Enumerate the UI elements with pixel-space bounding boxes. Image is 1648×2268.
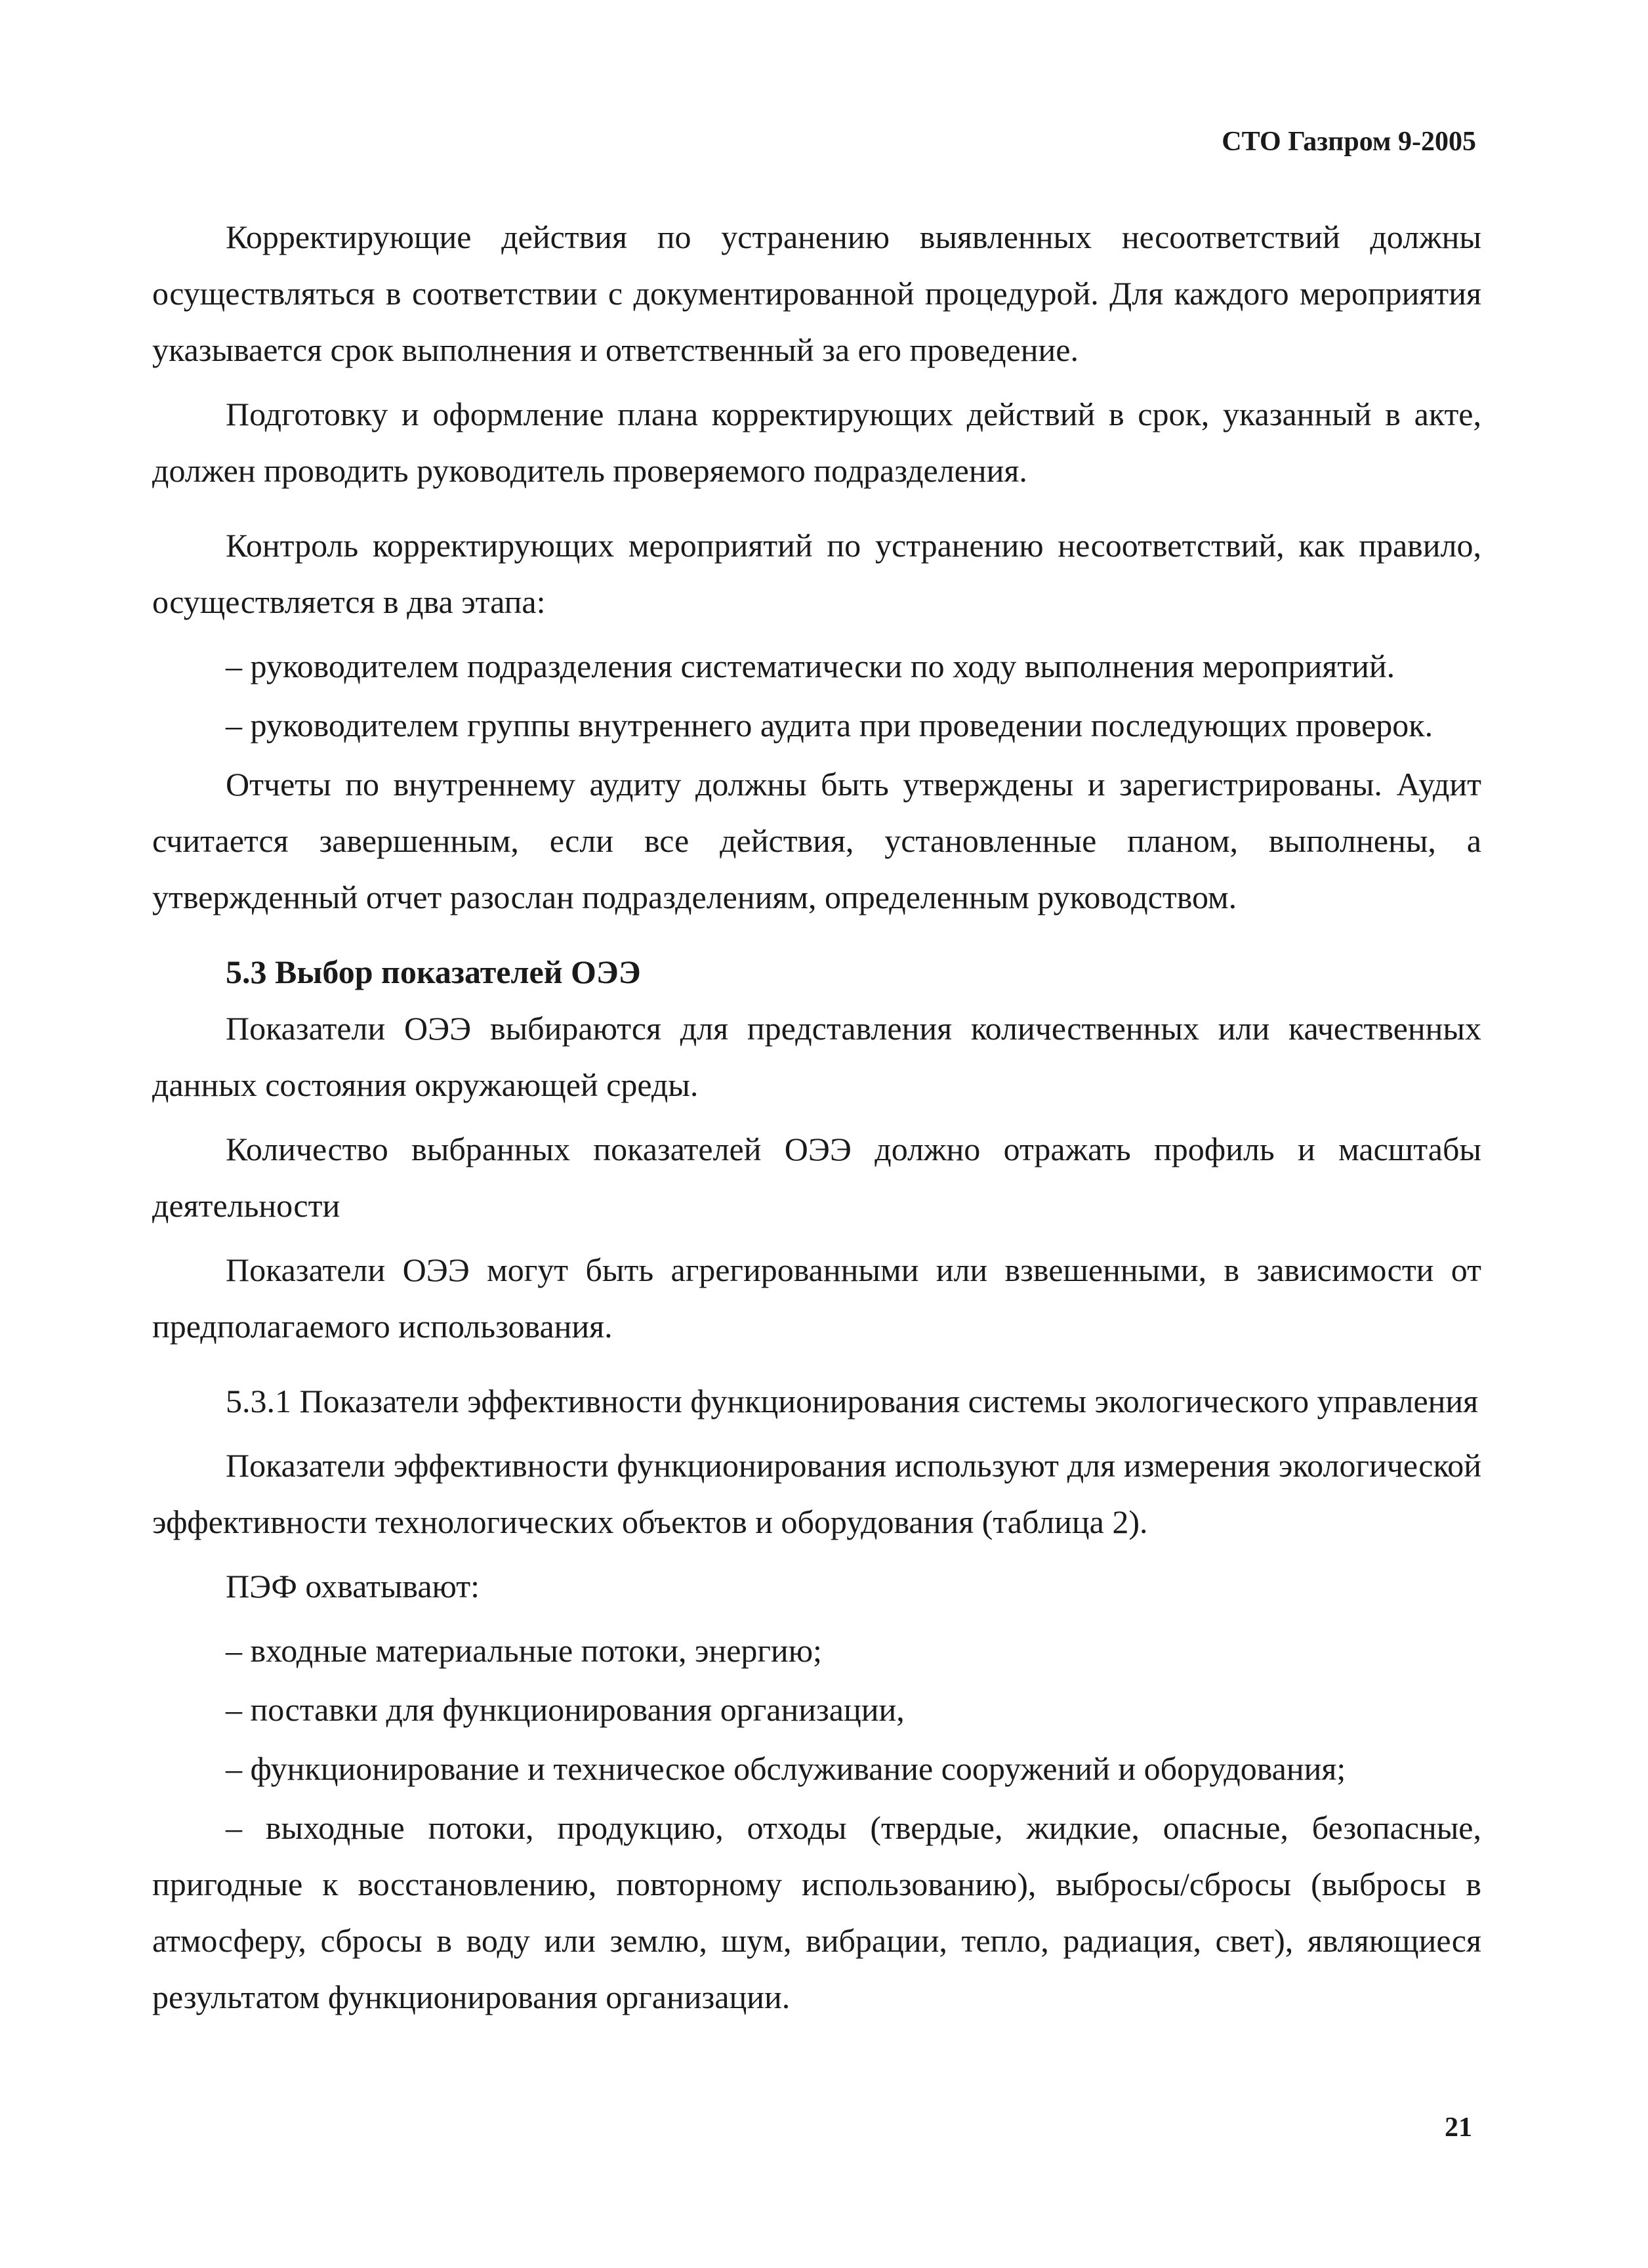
paragraph: Контроль корректирующих мероприятий по устранению несоответствий, как правило, осуществляется в два этапа: [152, 527, 1481, 620]
list-item: – поставки для функционирования организации, [226, 1691, 905, 1728]
list-item: – руководителем группы внутреннего аудита при проведении последующих проверок. [226, 707, 1433, 744]
paragraph: Количество выбранных показателей ОЭЭ должно отражать профиль и масштабы деятельности [152, 1131, 1481, 1224]
section-heading: 5.3 Выбор показателей ОЭЭ [226, 954, 641, 990]
page-number: 21 [1445, 2112, 1472, 2143]
subsection-heading: 5.3.1 Показатели эффективности функционирования системы экологического управления [226, 1383, 1479, 1419]
paragraph: Показатели ОЭЭ могут быть агрегированными или взвешенными, в зависимости от предполагаемого использования. [152, 1251, 1481, 1345]
paragraph: Показатели эффективности функционирования используют для измерения экологической эффективности технологических объектов и оборудования (таблица 2). [152, 1447, 1481, 1540]
paragraph: Отчеты по внутреннему аудиту должны быть утверждены и зарегистрированы. Аудит считается завершенным, если все действия, установленные планом, выполнены, а утвержденный отчет разослан подразделениям, определенным руководством. [152, 766, 1481, 915]
paragraph: Показатели ОЭЭ выбираются для представления количественных или качественных данных состояния окружающей среды. [152, 1010, 1481, 1103]
list-item: – входные материальные потоки, энергию; [226, 1632, 822, 1669]
list-item: – функционирование и техническое обслуживание сооружений и оборудования; [226, 1750, 1346, 1787]
list-item: – руководителем подразделения систематически по ходу выполнения мероприятий. [226, 648, 1395, 684]
document-body [152, 209, 1481, 2033]
paragraph: Корректирующие действия по устранению выявленных несоответствий должны осуществляться в соответствии с документированной процедурой. Для каждого мероприятия указывается срок выполнения и ответственный за его проведение. [152, 219, 1481, 368]
document-header: СТО Газпром 9-2005 [1222, 127, 1476, 157]
paragraph: Подготовку и оформление плана корректирующих действий в срок, указанный в акте, должен проводить руководитель проверяемого подразделения. [152, 396, 1481, 489]
list-item: – выходные потоки, продукцию, отходы (твердые, жидкие, опасные, безопасные, пригодные к восстановлению, повторному использованию), выбросы/сбросы (выбросы в атмосферу, сбросы в воду или землю, шум, вибрации, тепло, радиация, свет), являющиеся результатом функционирования организации. [152, 1809, 1481, 2015]
paragraph: ПЭФ охватывают: [226, 1568, 480, 1605]
